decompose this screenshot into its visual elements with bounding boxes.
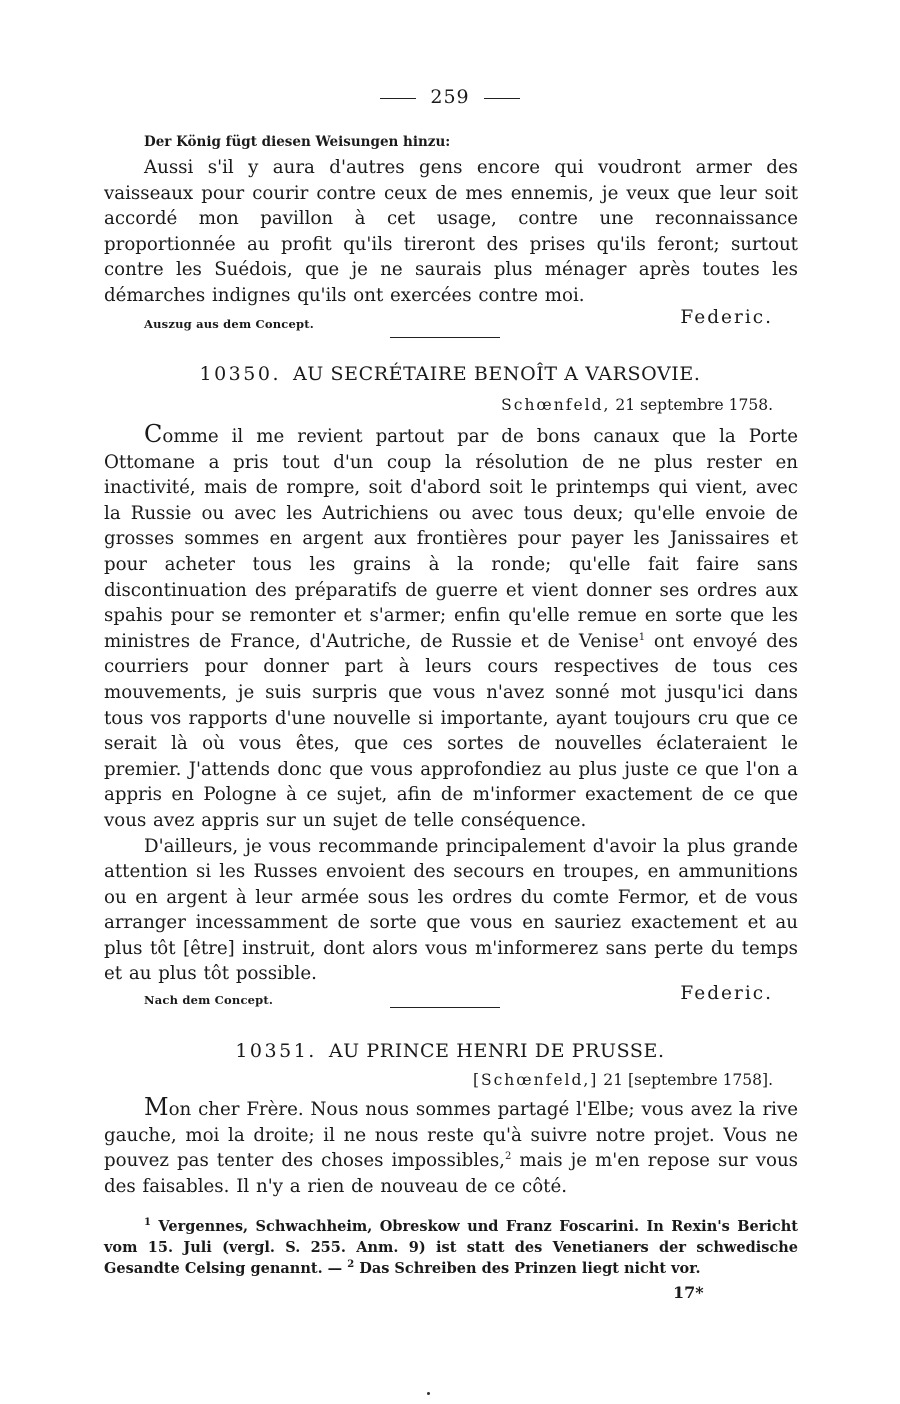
letter-title-10351 <box>0 1040 900 1062</box>
page-number: 259 <box>430 86 470 108</box>
paragraph-text: Comme il me revient partout par de bons canaux que la Porte Ottomane a pris tout d'un coup la résolution de ne plus rester en inactivité, mais de rompre, soit d'abord soit le printemps qui vient, avec la Russie ou avec les Autrichiens ou avec tous deux; qu'elle envoie de grosses sommes en argent aux frontières pour payer les Janissaires et pour acheter tous les grains à la ronde; qu'elle fait faire sans discontinuation des préparatifs de guerre et vient donner ses ordres aux spahis pour se remonter et s'armer; enfin qu'elle remue en sorte que les ministres de France, d'Autriche, de Russie et de Venise <box>104 420 798 652</box>
paragraph-text-continued: mais je m'en repose sur vous des faisables. Il n'y a rien de nouveau de ce côté. <box>104 1150 798 1197</box>
sheet-signature: 17* <box>673 1283 704 1302</box>
footnote-ref-2: 2 <box>504 1151 512 1163</box>
footnote-line <box>104 1216 798 1279</box>
footnote-marker-1: 1 <box>144 1217 151 1229</box>
letter-title-10350 <box>0 363 900 385</box>
letter-paragraph <box>104 422 798 834</box>
footnote-marker-2: 2 <box>347 1259 355 1271</box>
dateline-place: Schœnfeld, <box>501 396 611 414</box>
intro-line: Der König fügt diesen Weisungen hinzu: <box>144 134 451 150</box>
paragraph-text-continued: ont envoyé des courriers pour donner part à leurs cours respectives de tous ces mouvements, je suis surpris que vous n'avez sonné mot jusqu'ici dans tous vos rapports d'une nouvelle si importante, ayant toujours cru que ce serait là où vous êtes, que ces sortes de nouvelles éclateraient le premier. J'attends donc que vous approfondiez au plus juste ce que l'on a appris en Pologne à ce sujet, afin de m'informer exactement de ce que vous avez appris sur un sujet de telle conséquence. <box>104 630 798 831</box>
section-rule-2 <box>390 1007 500 1008</box>
footnotes <box>104 1216 798 1279</box>
footnote-2-text: Das Schreiben des Prinzen liegt nicht vor. <box>354 1260 701 1277</box>
dateline-date: 21 septembre 1758. <box>615 396 773 414</box>
letter-paragraph <box>104 1095 798 1199</box>
letter-paragraph: D'ailleurs, je vous recommande principalement d'avoir la plus grande attention si les Russes envoient des secours en troupes, en ammunitions ou en argent à leur armée sous les ordres du comte Fermor, et de vous arranger incessamment de sorte que vous en sauriez exactement et au plus tôt [être] instruit, dont alors vous m'informerez sans perte du temps et au plus tôt possible. <box>104 835 798 985</box>
header-dash-left <box>380 98 416 99</box>
letter-body-10351 <box>104 1095 798 1199</box>
page-header <box>0 86 900 108</box>
section-rule-1 <box>390 337 500 338</box>
letter-heading-10351: AU PRINCE HENRI DE PRUSSE. <box>328 1040 665 1062</box>
letter-body-10350 <box>104 422 798 987</box>
paragraph-text: Mon cher Frère. Nous nous sommes partagé l'Elbe; vous avez la rive gauche, moi la droite; il ne nous reste qu'à suivre notre projet. Vous ne pouvez pas tenter des choses impossibles, <box>104 1093 798 1172</box>
intro-paragraph-block <box>104 155 798 309</box>
intro-paragraph: Aussi s'il y aura d'autres gens encore qui voudront armer des vaisseaux pour courir contre ceux de mes ennemis, je veux que leur soit accordé mon pavillon à cet usage, contre une reconnaissance proportionnée au profit qu'ils tireront des prises qu'ils feront; surtout contre les Suédois, que je ne saurais plus ménager après toutes les démarches indignes qu'ils ont exercées contre moi. <box>104 157 798 306</box>
source-note-2: Nach dem Concept. <box>144 993 274 1007</box>
footnote-1-text: Vergennes, Schwachheim, Obreskow und Franz Foscarini. In Rexin's Bericht vom 15. Juli (vergl. S. 255. Anm. 9) ist statt des Venetianers der schwedische Gesandte Celsing genannt. — <box>104 1218 798 1277</box>
dateline-date: 21 [septembre 1758]. <box>603 1071 773 1089</box>
letter-number-10350: 10350. <box>199 363 281 385</box>
source-note-1: Auszug aus dem Concept. <box>144 317 314 331</box>
signature-2: Federic. <box>680 983 773 1004</box>
dateline-10350 <box>501 396 773 414</box>
footnote-ref-1: 1 <box>638 631 646 643</box>
letter-number-10351: 10351. <box>235 1040 317 1062</box>
signature-1: Federic. <box>680 307 773 328</box>
header-dash-right <box>484 98 520 99</box>
dateline-place: [Schœnfeld,] <box>472 1071 599 1089</box>
print-dot <box>427 1392 430 1395</box>
letter-heading-10350: AU SECRÉTAIRE BENOÎT A VARSOVIE. <box>292 363 701 385</box>
dateline-10351 <box>473 1071 773 1089</box>
